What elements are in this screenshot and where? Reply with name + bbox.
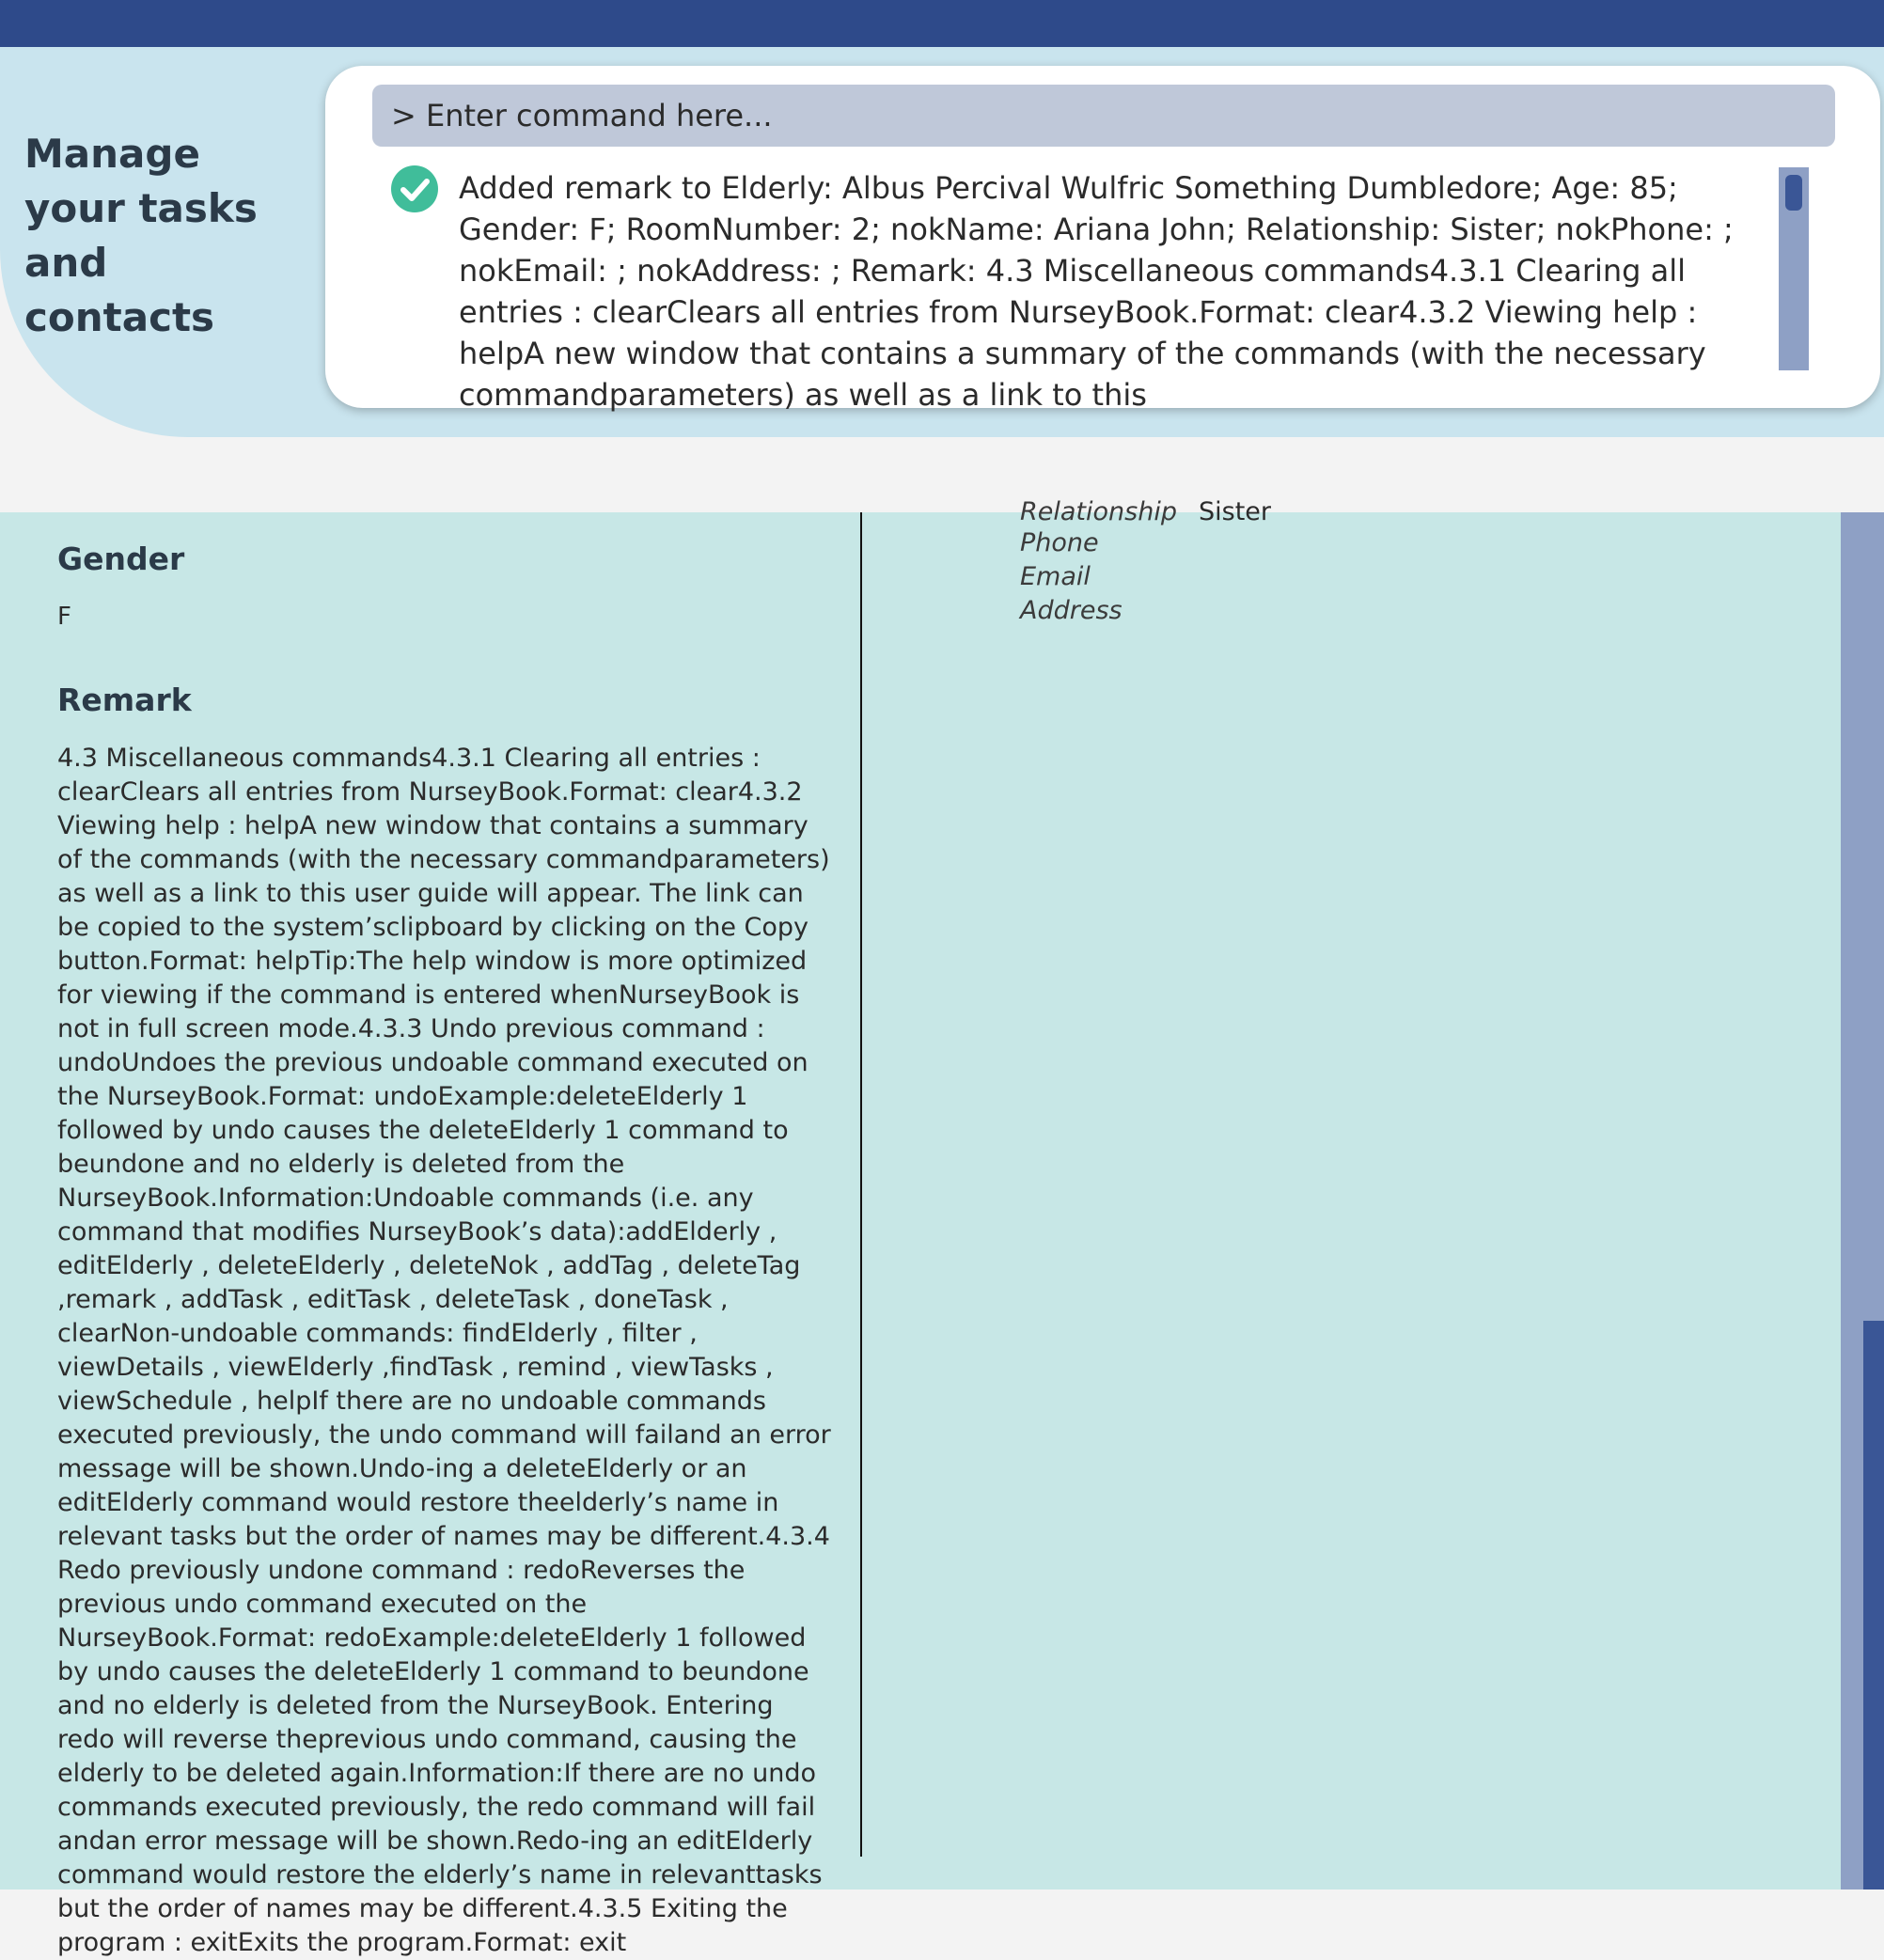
main-scrollbar-thumb[interactable] [1863, 1321, 1884, 1889]
nok-relationship-label: Relationship [1020, 497, 1177, 526]
check-circle-icon [391, 165, 438, 212]
header-spacer [0, 437, 1884, 512]
main-scrollbar[interactable] [1841, 512, 1884, 1889]
nok-phone-label: Phone [1020, 528, 1099, 557]
column-divider [860, 512, 862, 1857]
remark-text: 4.3 Miscellaneous commands4.3.1 Clearing all entries : clearClears all entries from NurseyBook.Format: clear4.3.2 Viewing help : helpA new window that contains a summary of the commands (with the necessary commandparameters) as well as a link to this user guide will appear. The link can be copied to the system’sclipboard by clicking on the Copy button.Format: helpTip:The help window is more optimized for viewing if the command is entered whenNurseyBook is not in full screen mode.4.3.3 Undo previous command : undoUndoes the previous undoable command executed on the NurseyBook.Format: undoExample:deleteElderly 1 followed by undo causes the deleteElderly 1 command to beundone and no elderly is deleted from the NurseyBook.Information:Undoable commands (i.e. any command that modifies NurseyBook’s data):addElderly , editElderly , deleteElderly , deleteNok , addTag , deleteTag ,remark , addTask , editTask , deleteTask , doneTask , clearNon-undoable commands: findElderly , filter , viewDetails , viewElderly ,findTask , remind , viewTasks , viewSchedule , helpIf there are no undoable commands executed previously, the undo command will failand an error message will be shown.Undo-ing a deleteElderly or an editElderly command would restore theelderly’s name in relevant tasks but the order of names may be different.4.3.4 Redo previously undone command : redoReverses the previous undo command executed on the NurseyBook.Format: redoExample:deleteElderly 1 followed by undo causes the deleteElderly 1 command to beundone and no elderly is deleted from the NurseyBook. Entering redo will reverse theprevious undo command, causing the elderly to be deleted again.Information:If there are no undo commands executed previously, the redo command will fail andan error message will be shown.Redo-ing an editElderly command would restore the elderly’s name in relevanttasks but the order of names may be different.4.3.5 Exiting the program : exitExits the program.Format: exit [57, 744, 831, 1957]
nok-address-label: Address [1020, 596, 1123, 625]
result-scrollbar-thumb[interactable] [1785, 175, 1802, 211]
command-result-text: Added remark to Elderly: Albus Percival Wulfric Something Dumbledore; Age: 85; Gender: F; RoomNumber: 2; nokName: Ariana John; Relationship: Sister; nokPhone: ; nokEmail: ; nokAddress: ; Remark: 4.3 Miscellaneous commands4.3.1 Clearing all entries : clearClears all entries from NurseyBook.Format: clear4.3.2 Viewing help : helpA new window that contains a summary of the commands (with the necessary commandparameters) as well as a link to this [459, 170, 1734, 413]
command-panel [325, 66, 1880, 413]
gender-value: F [57, 603, 71, 631]
page-title: Manage your tasks and contacts [24, 131, 258, 340]
nok-relationship-value: Sister [1199, 497, 1272, 526]
result-scrollbar[interactable] [1779, 167, 1809, 370]
elderly-details-panel [0, 497, 1841, 1957]
command-input[interactable]: > Enter command here... [372, 85, 1835, 147]
remark-heading: Remark [57, 682, 192, 718]
top-bar [0, 0, 1884, 47]
nok-email-label: Email [1020, 562, 1091, 591]
gender-heading: Gender [57, 541, 185, 577]
